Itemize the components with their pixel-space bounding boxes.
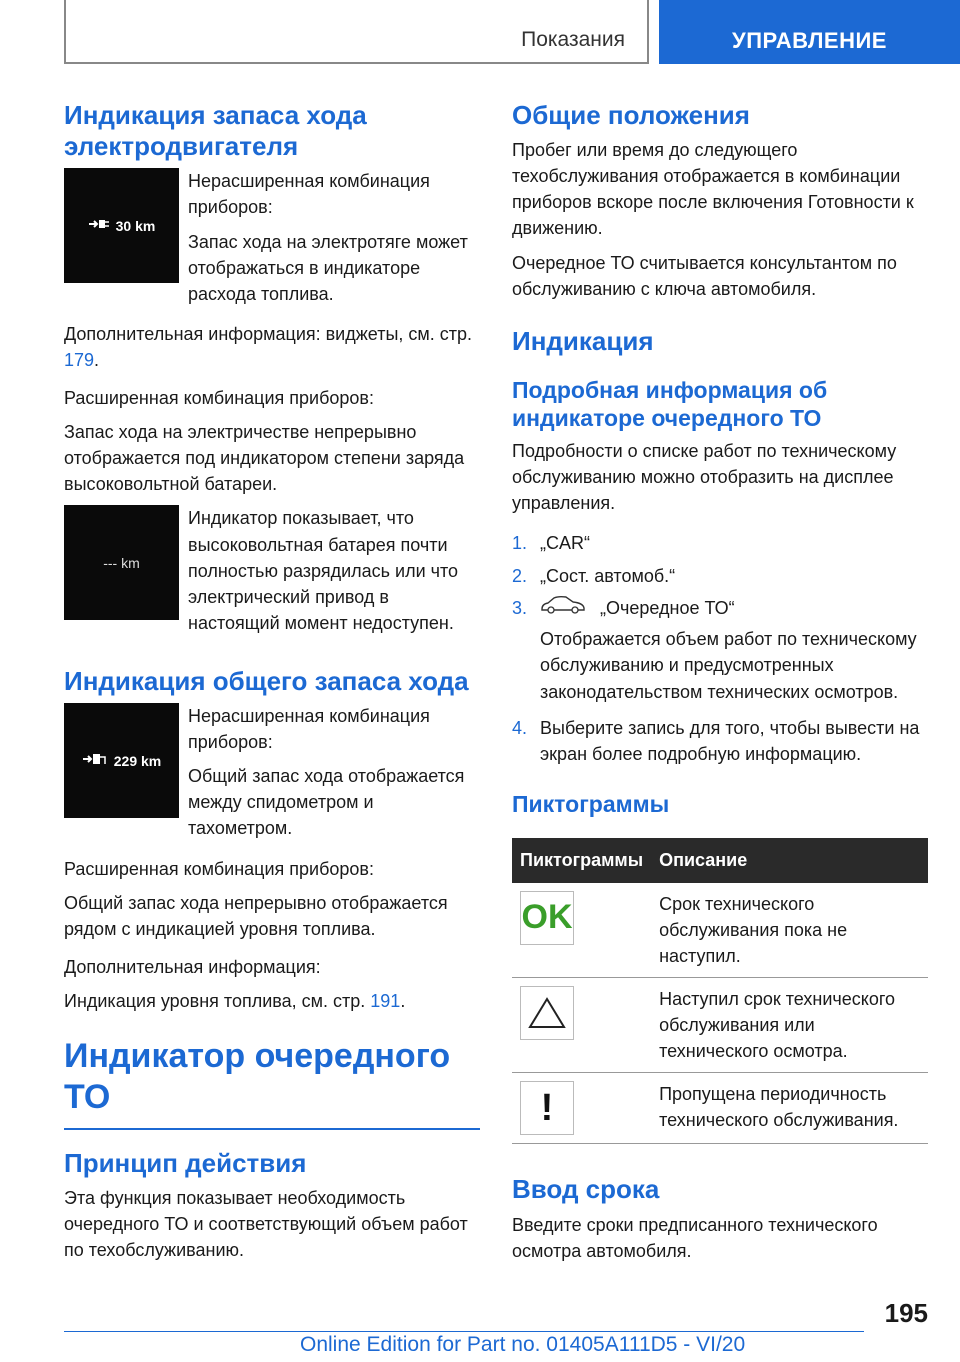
more-info-label: Дополнительная информация: — [64, 956, 321, 977]
step-item: 2. „Сост. автомоб.“ — [512, 565, 676, 586]
page-link-191[interactable]: 191 — [370, 990, 401, 1011]
total-range-desc-2: Общий запас хода непрерывно отображается рядом с индикацией уровня топлива. — [64, 892, 448, 939]
plug-icon — [88, 217, 110, 234]
ext-cluster-desc: Запас хода на электричестве непрерывно отображается под индикатором степени заряда высоковольтной батареи. — [64, 422, 465, 495]
total-range-desc-1: Общий запас хода отображается между спидометром и тахометром. — [188, 766, 465, 839]
fuel-level-ref: Индикация уровня топлива, см. стр. 191. — [64, 990, 406, 1011]
footer-rule — [64, 1331, 864, 1332]
header-chapter: УПРАВЛЕНИЕ — [659, 0, 960, 64]
row-desc: Срок технического обслуживания пока не наступил. — [651, 883, 928, 978]
fuel-plug-icon — [82, 751, 108, 770]
header-section: Показания — [521, 28, 625, 51]
header-box — [64, 0, 649, 64]
total-range-value: 229 km — [113, 752, 162, 769]
heading-range-motor: Индикация запаса хода электродвигателя — [64, 100, 367, 162]
battery-desc: Индикатор показывает, что высоковольтная батарея почти полностью разрядилась или что электрический привод в настоящий момент недоступен. — [188, 508, 459, 633]
principle-desc: Эта функция показывает необходимость очередного ТО и соответствующий объем работ по техобслуживанию. — [64, 1187, 468, 1260]
detail-desc: Подробности о списке работ по техническому обслуживанию можно отобразить на дисплее управления. — [512, 441, 897, 514]
total-range-image — [64, 703, 179, 818]
range-value: 30 km — [115, 217, 156, 234]
table-row — [512, 883, 928, 978]
ext-cluster-label-2: Расширенная комбинация приборов: — [64, 858, 374, 879]
page-link-179[interactable]: 179 — [64, 349, 95, 370]
basic-cluster-label-2: Нерасширенная комбинация приборов: — [188, 706, 430, 753]
left-column — [64, 100, 480, 1271]
heading-range-total: Индикация общего запаса хода — [64, 665, 469, 696]
step-item: 1. „CAR“ — [512, 533, 590, 554]
heading-detail: Подробная информация об индикаторе очередного ТО — [512, 376, 828, 431]
general-desc-1: Пробег или время до следующего техобслуживания отображается в комбинации приборов вскоре после включения Готовности к движению. — [512, 140, 914, 239]
step-item: 4. Выберите запись для того, чтобы вывести на экран более подробную информацию. — [512, 717, 920, 764]
range-display-image — [64, 168, 179, 283]
row-desc: Наступил срок технического обслуживания или технического осмотра. — [651, 978, 928, 1073]
warning-triangle-icon — [520, 986, 574, 1040]
table-header-pictogram: Пиктограммы — [512, 838, 651, 882]
basic-cluster-label: Нерасширенная комбинация приборов: — [188, 171, 430, 218]
heading-date-entry: Ввод срока — [512, 1174, 660, 1205]
pictogram-table — [512, 838, 928, 1144]
empty-range-image — [64, 505, 179, 620]
footer-edition: Online Edition for Part no. 01405A111D5 - VI/20 — [300, 1333, 746, 1356]
table-row — [512, 978, 928, 1073]
empty-range-value: --- km — [103, 554, 140, 571]
heading-rule — [64, 1128, 480, 1130]
heading-service-indicator: Индикатор очередного ТО — [64, 1037, 451, 1116]
range-block-1 — [64, 168, 480, 314]
general-desc-2: Очередное ТО считывается консультантом по обслуживанию с ключа автомобиля. — [512, 252, 897, 299]
ext-cluster-label: Расширенная комбинация приборов: — [64, 388, 374, 409]
heading-pictograms: Пиктограммы — [512, 790, 670, 817]
heading-principle: Принцип действия — [64, 1147, 307, 1178]
heading-general: Общие положения — [512, 100, 750, 130]
steps-list — [512, 530, 928, 766]
car-icon — [540, 595, 586, 622]
exclamation-icon: ! — [520, 1081, 574, 1135]
date-entry-desc: Введите сроки предписанного технического осмотра автомобиля. — [512, 1214, 878, 1261]
range-block-2 — [64, 505, 480, 643]
more-info-widgets: Дополнительная информация: виджеты, см. стр. 179. — [64, 323, 473, 370]
step-item: 3. „Очередное ТО“ Отображается объем работ по техническому обслуживанию и предусмотренных законодательством технических осмотров. — [512, 595, 928, 709]
range-description: Запас хода на электротяге может отображаться в индикаторе расхода топлива. — [188, 231, 468, 304]
row-desc: Пропущена периодичность технического обслуживания. — [651, 1073, 928, 1144]
heading-display: Индикация — [512, 325, 654, 356]
right-column — [512, 100, 928, 1272]
range-block-3 — [64, 703, 480, 849]
table-row — [512, 1073, 928, 1144]
table-header-description: Описание — [651, 838, 928, 882]
ok-icon: OK — [520, 891, 574, 945]
page-number: 195 — [884, 1298, 928, 1328]
